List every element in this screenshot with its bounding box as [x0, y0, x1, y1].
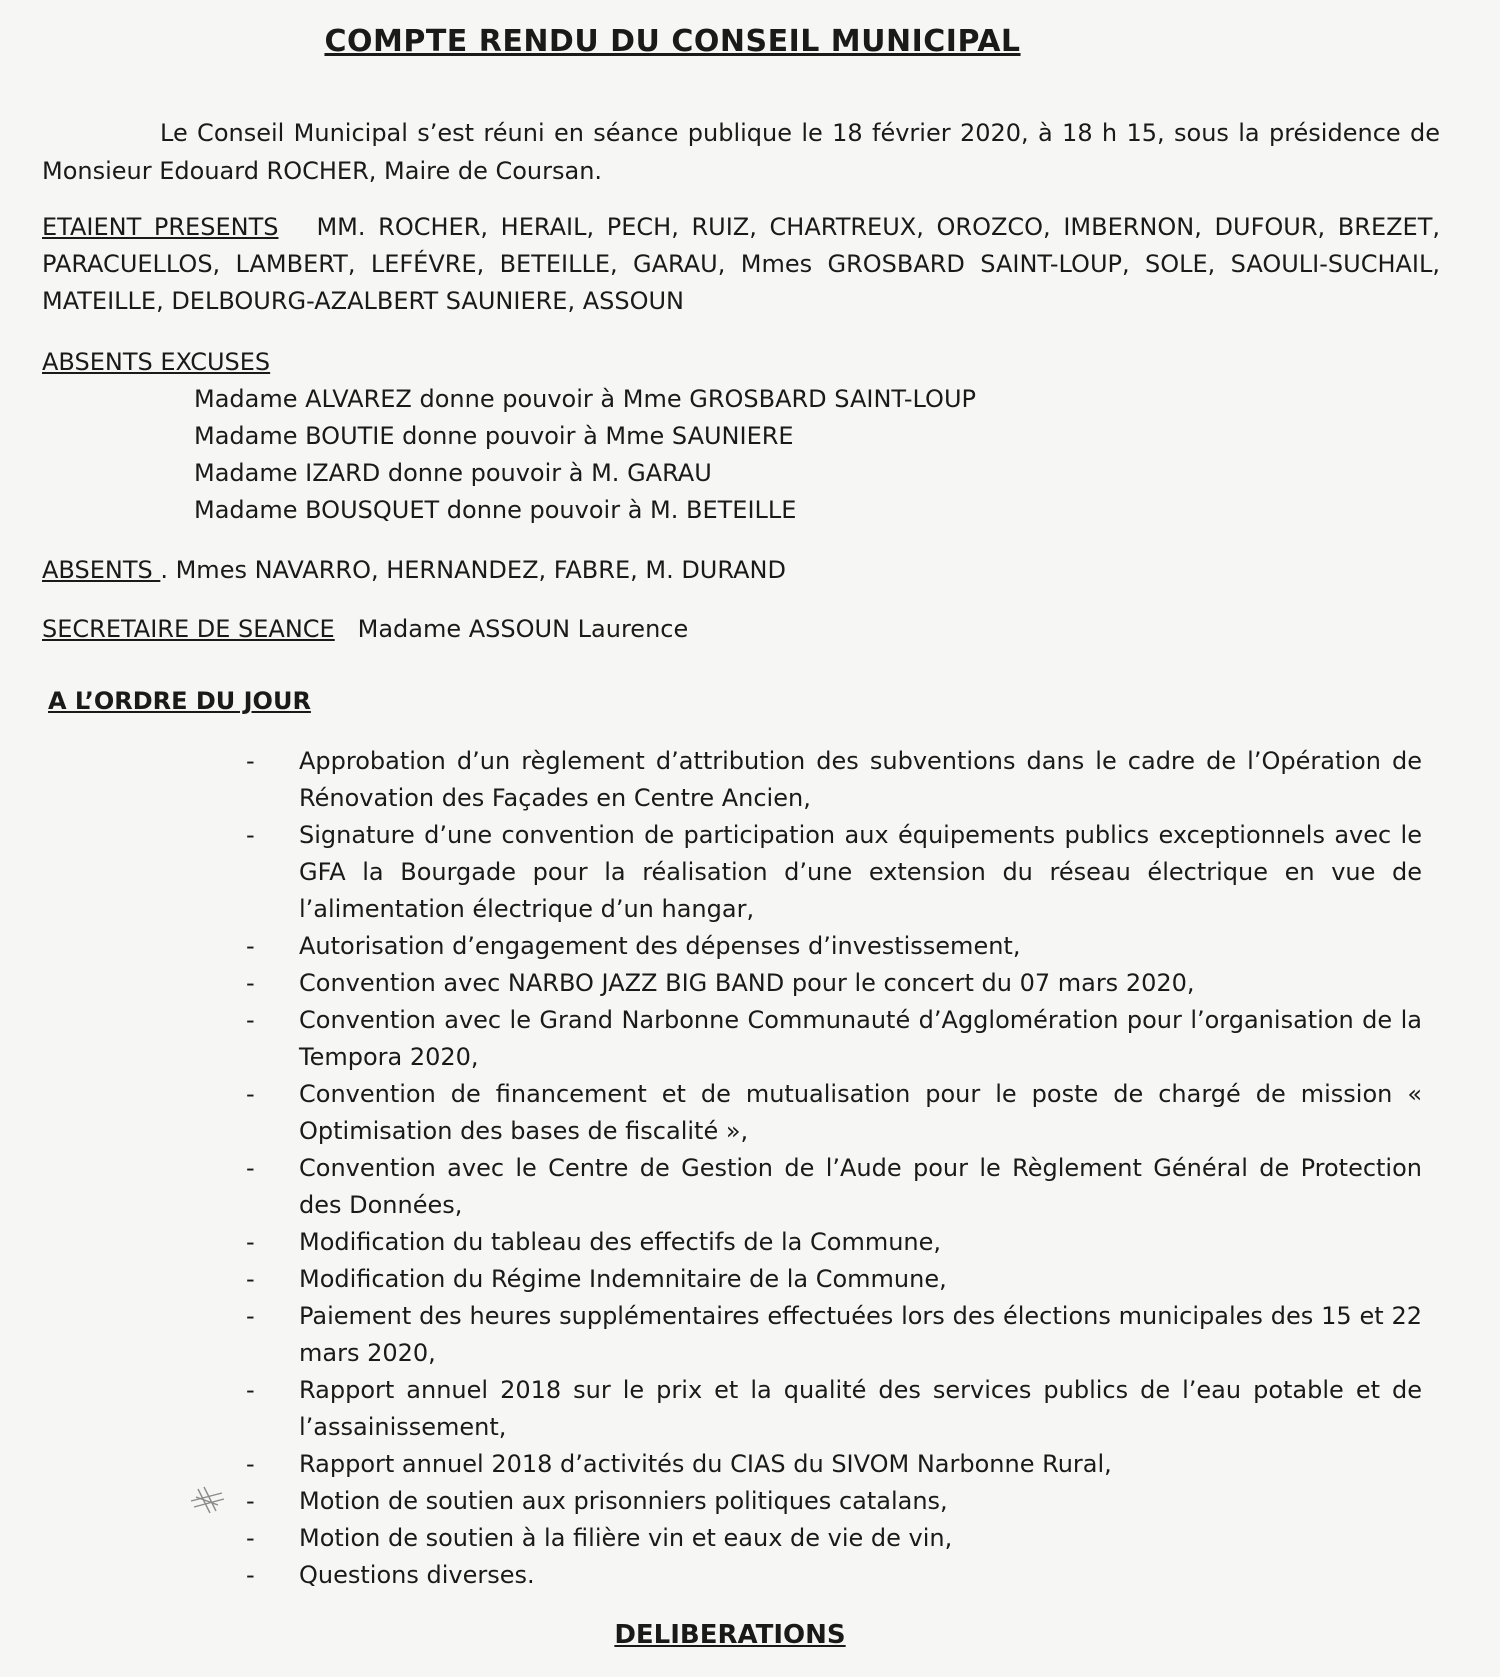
agenda-item	[246, 928, 1422, 965]
agenda-item-text: Convention avec le Grand Narbonne Communauté d’Agglomération pour l’organisation de la Tempora 2020,	[299, 1006, 1422, 1071]
presents-section	[42, 209, 1440, 320]
dash-bullet: -	[246, 1302, 255, 1330]
absents-excuses-section	[42, 344, 1440, 529]
dash-bullet: -	[246, 821, 255, 849]
agenda-item-text: Autorisation d’engagement des dépenses d’investissement,	[299, 932, 1021, 960]
agenda-item	[246, 1483, 1422, 1520]
dash-bullet: -	[246, 1450, 255, 1478]
agenda-item-text: Approbation d’un règlement d’attribution des subventions dans le cadre de l’Opération de Rénovation des Façades en Centre Ancien,	[299, 747, 1422, 812]
agenda-item	[246, 1298, 1422, 1372]
agenda-item	[246, 1372, 1422, 1446]
agenda-item-text: Modification du Régime Indemnitaire de la Commune,	[299, 1265, 947, 1293]
absents-section	[42, 552, 1440, 589]
dash-bullet: -	[246, 1487, 255, 1515]
dash-bullet: -	[246, 1228, 255, 1256]
agenda-item	[246, 1076, 1422, 1150]
proxy-item: Madame IZARD donne pouvoir à M. GARAU	[194, 459, 712, 487]
intro-text: Le Conseil Municipal s’est réuni en séance publique le 18 février 2020, à 18 h 15, sous la présidence de Monsieur Edouard ROCHER, Maire de Coursan.	[42, 119, 1440, 185]
dash-bullet: -	[246, 969, 255, 997]
dash-bullet: -	[246, 1524, 255, 1552]
presents-label: ETAIENT PRESENTS	[42, 213, 279, 241]
agenda-item-text: Rapport annuel 2018 d’activités du CIAS du SIVOM Narbonne Rural,	[299, 1450, 1112, 1478]
dash-bullet: -	[246, 1561, 255, 1589]
deliberations-title: DELIBERATIONS	[614, 1620, 846, 1650]
proxy-item: Madame BOUTIE donne pouvoir à Mme SAUNIERE	[194, 422, 794, 450]
absents-list: . Mmes NAVARRO, HERNANDEZ, FABRE, M. DURAND	[160, 556, 786, 584]
agenda-item-text: Convention avec NARBO JAZZ BIG BAND pour le concert du 07 mars 2020,	[299, 969, 1195, 997]
document-title: COMPTE RENDU DU CONSEIL MUNICIPAL	[324, 24, 1021, 59]
agenda-item	[246, 1261, 1422, 1298]
agenda-item	[246, 965, 1422, 1002]
intro-paragraph	[42, 114, 1440, 190]
agenda-item	[246, 817, 1422, 928]
agenda-item-text: Convention avec le Centre de Gestion de l’Aude pour le Règlement Général de Protection des Données,	[299, 1154, 1422, 1219]
agenda-item-text: Rapport annuel 2018 sur le prix et la qualité des services publics de l’eau potable et de l’assainissement,	[299, 1376, 1422, 1441]
agenda-item	[246, 1002, 1422, 1076]
dash-bullet: -	[246, 1080, 255, 1108]
agenda-item	[246, 1150, 1422, 1224]
secretaire-label: SECRETAIRE DE SEANCE	[42, 615, 335, 643]
absents-excuses-label: ABSENTS EXCUSES	[42, 348, 271, 376]
pen-scribble-mark	[188, 1483, 228, 1517]
dash-bullet: -	[246, 932, 255, 960]
dash-bullet: -	[246, 1376, 255, 1404]
presents-list: MM. ROCHER, HERAIL, PECH, RUIZ, CHARTREUX, OROZCO, IMBERNON, DUFOUR, BREZET, PARACUELLOS, LAMBERT, LEFÉVRE, BETEILLE, GARAU, Mmes GROSBARD SAINT-LOUP, SOLE, SAOULI-SUCHAIL, MATEILLE, DELBOURG-AZALBERT SAUNIERE, ASSOUN	[42, 213, 1441, 315]
agenda-item	[246, 743, 1422, 817]
agenda-item	[246, 1446, 1422, 1483]
agenda-item-text: Signature d’une convention de participation aux équipements publics exceptionnels avec le GFA la Bourgade pour la réalisation d’une extension du réseau électrique en vue de l’alimentation électrique d’un hangar,	[299, 821, 1422, 923]
secretaire-section	[42, 611, 1440, 648]
agenda-item-text: Motion de soutien à la filière vin et eaux de vie de vin,	[299, 1524, 953, 1552]
ordre-du-jour-title: A L’ORDRE DU JOUR	[48, 687, 311, 715]
proxy-item: Madame BOUSQUET donne pouvoir à M. BETEILLE	[194, 496, 797, 524]
agenda-item-text: Paiement des heures supplémentaires effectuées lors des élections municipales des 15 et 22 mars 2020,	[299, 1302, 1422, 1367]
agenda-list	[246, 743, 1422, 1594]
agenda-item	[246, 1520, 1422, 1557]
secretaire-name: Madame ASSOUN Laurence	[357, 615, 689, 643]
dash-bullet: -	[246, 747, 255, 775]
agenda-item-text: Convention de financement et de mutualisation pour le poste de chargé de mission « Optimisation des bases de fiscalité »,	[299, 1080, 1422, 1145]
agenda-item	[246, 1557, 1422, 1594]
agenda-item-text: Modification du tableau des effectifs de la Commune,	[299, 1228, 942, 1256]
dash-bullet: -	[246, 1006, 255, 1034]
proxy-item: Madame ALVAREZ donne pouvoir à Mme GROSBARD SAINT-LOUP	[194, 385, 976, 413]
agenda-item	[246, 1224, 1422, 1261]
dash-bullet: -	[246, 1154, 255, 1182]
dash-bullet: -	[246, 1265, 255, 1293]
agenda-item-text: Motion de soutien aux prisonniers politiques catalans,	[299, 1487, 948, 1515]
agenda-item-text: Questions diverses.	[299, 1561, 535, 1589]
absents-label: ABSENTS	[42, 556, 161, 584]
